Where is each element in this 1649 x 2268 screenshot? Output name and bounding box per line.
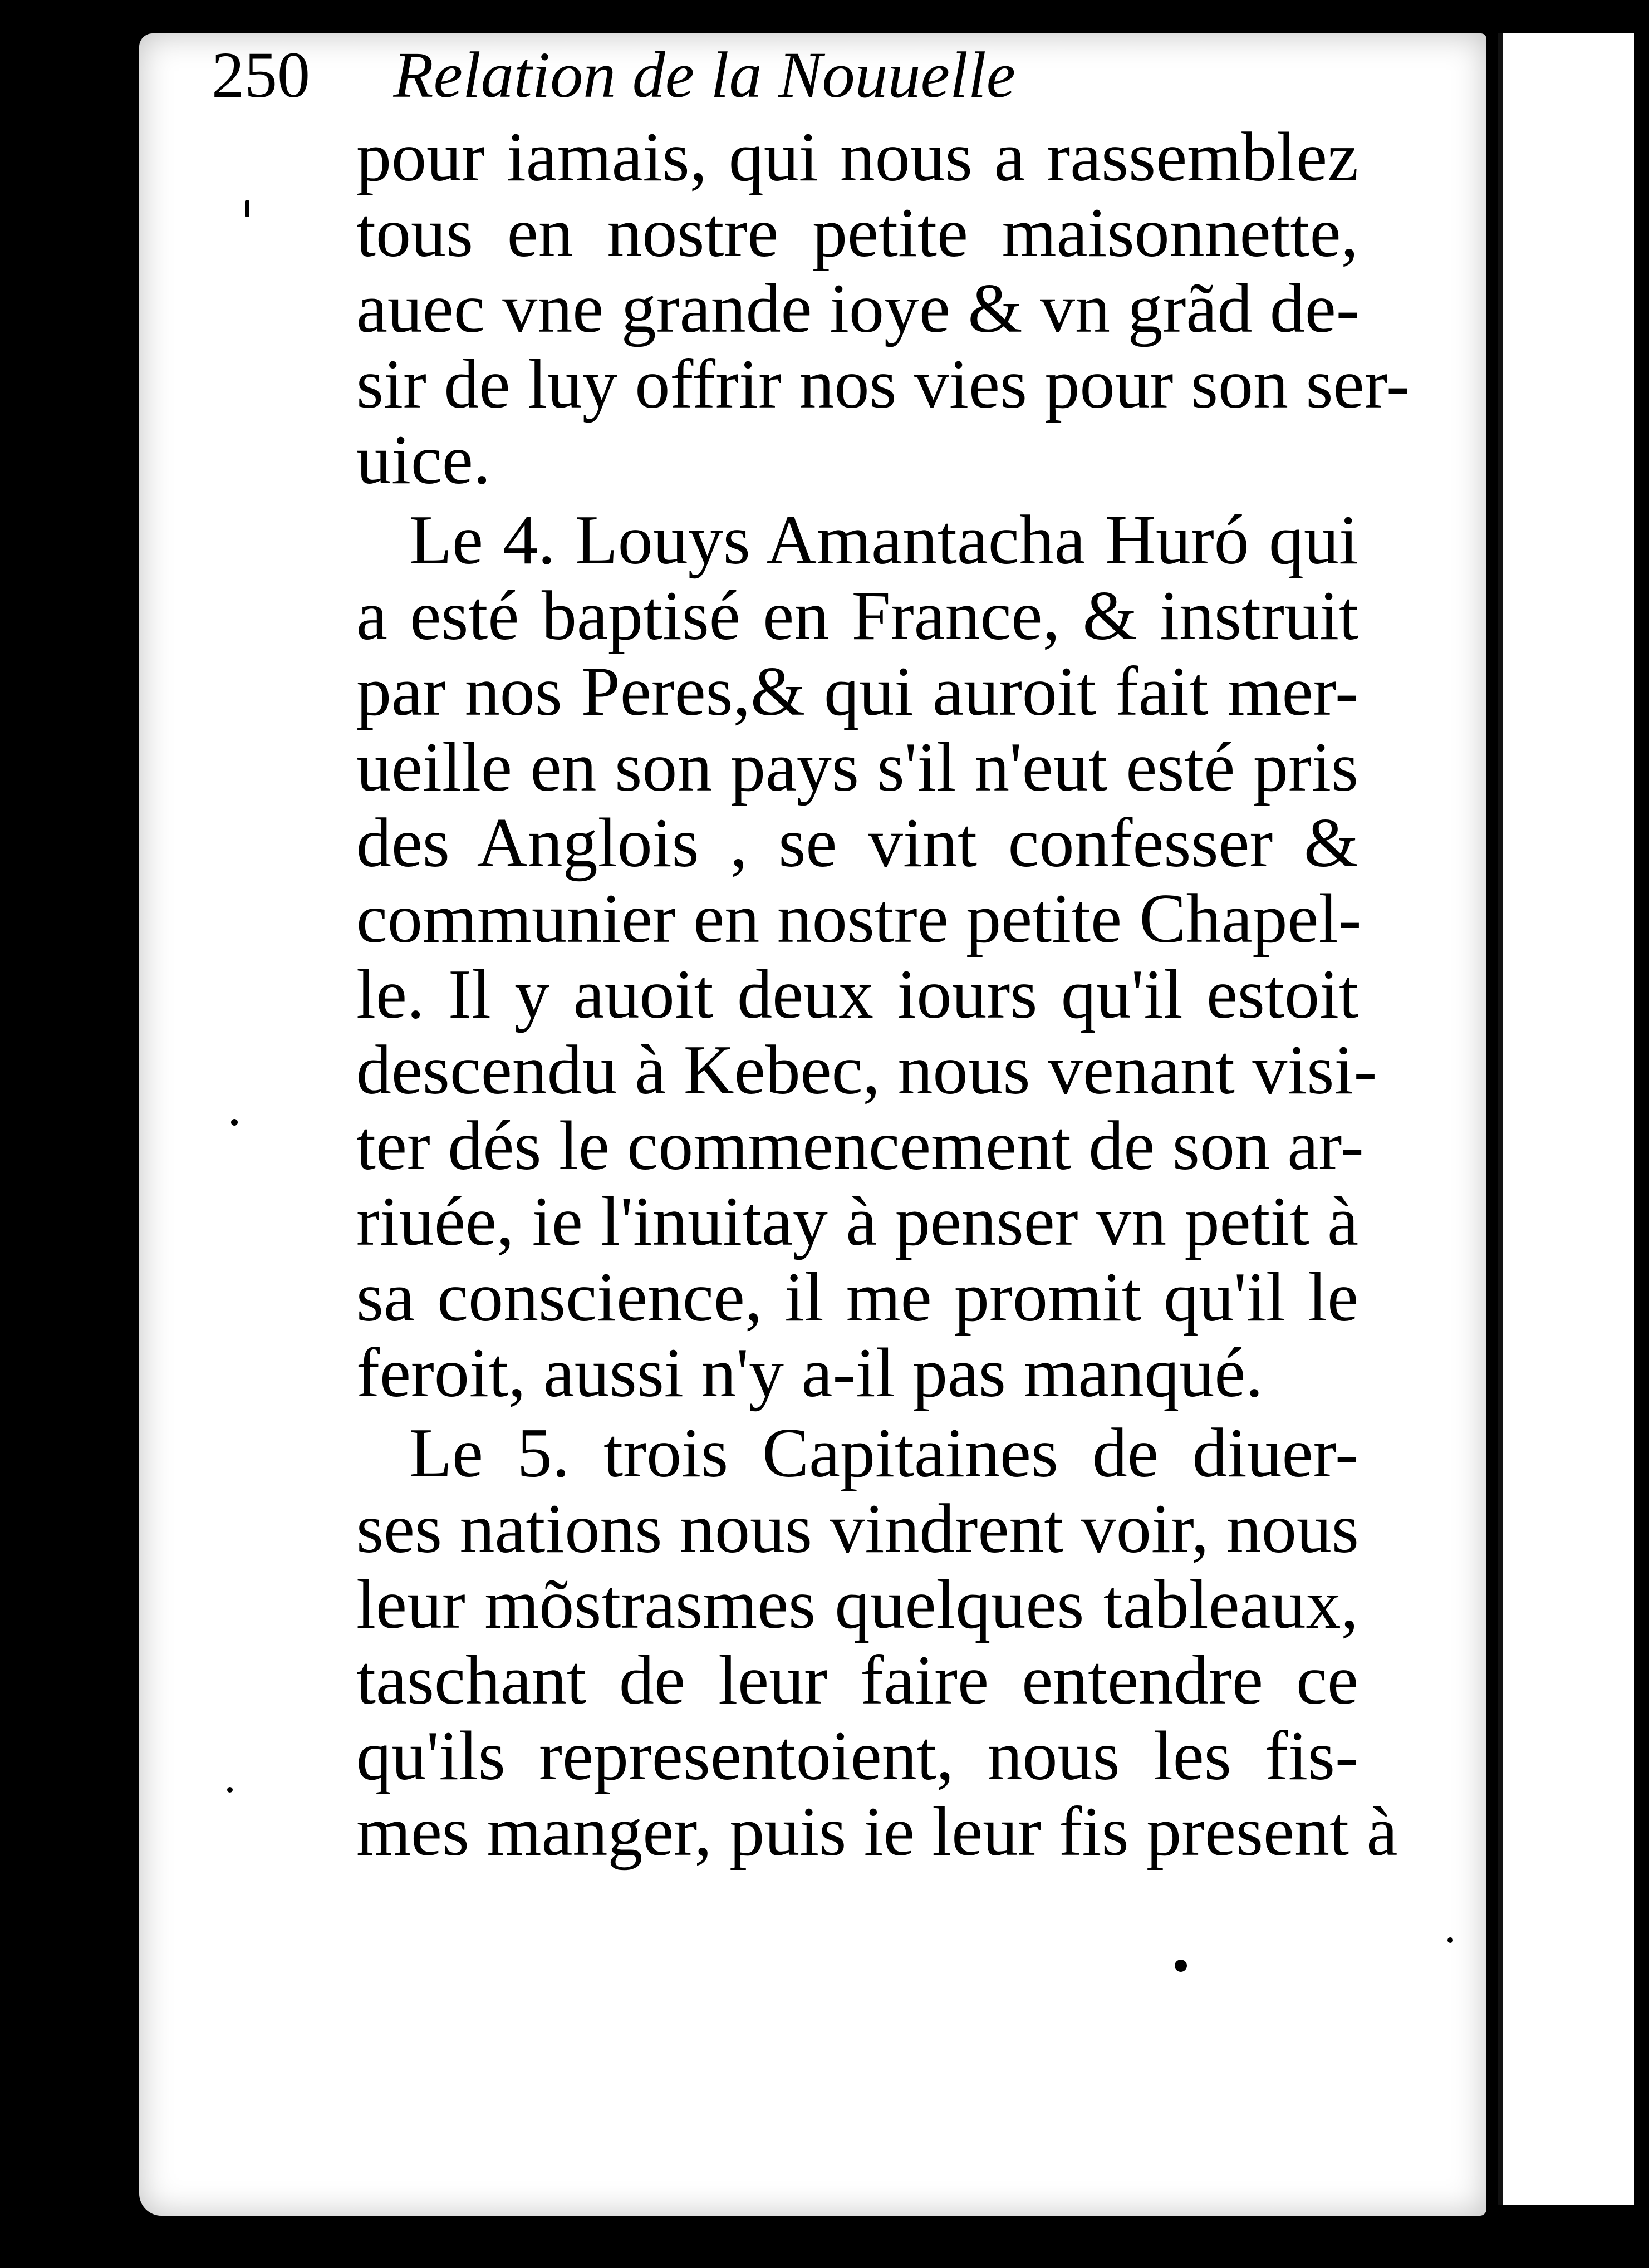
- text-line: ses nations nous vindrent voir, nous: [356, 1490, 1359, 1568]
- text-line: le. Il y auoit deux iours qu'il estoit: [356, 956, 1358, 1033]
- scan-speck: [245, 200, 249, 217]
- text-line: uice.: [356, 421, 491, 499]
- text-line: tous en nostre petite maisonnette,: [356, 194, 1358, 272]
- text-line: Le 5. trois Capitaines de diuer-: [409, 1415, 1358, 1492]
- text-line: feroit, aussi n'y a-il pas manqué.: [356, 1334, 1263, 1412]
- text-line: taschant de leur faire entendre ce: [356, 1642, 1358, 1719]
- text-line: ter dés le commencement de son ar-: [356, 1107, 1364, 1185]
- scan-speck: [227, 1787, 233, 1793]
- text-line: des Anglois , se vint confesser &: [356, 804, 1358, 882]
- page-number: 250: [212, 38, 310, 111]
- scan-speck: [1175, 1960, 1187, 1972]
- text-line: Le 4. Louys Amantacha Huró qui: [409, 502, 1358, 579]
- text-line: qu'ils representoient, nous les fis-: [356, 1717, 1358, 1795]
- text-line: descendu à Kebec, nous venant visi-: [356, 1032, 1377, 1109]
- text-line: sir de luy offrir nos vies pour son ser-: [356, 346, 1410, 423]
- text-line: communier en nostre petite Chapel-: [356, 880, 1362, 958]
- text-line: par nos Peres,& qui auroit fait mer-: [356, 653, 1358, 730]
- text-line: sa conscience, il me promit qu'il le: [356, 1259, 1358, 1336]
- body-text: [356, 119, 1410, 1871]
- running-title: Relation de la Nouuelle: [393, 38, 1015, 111]
- text-line: riuée, ie l'inuitay à penser vn petit à: [356, 1183, 1358, 1260]
- adjacent-page-edge: [1498, 33, 1634, 2205]
- running-head: [212, 33, 1325, 117]
- text-line: mes manger, puis ie leur fis present à: [356, 1793, 1398, 1871]
- scan-speck: [231, 1119, 238, 1126]
- text-line: ueille en son pays s'il n'eut esté pris: [356, 729, 1358, 806]
- text-line: a esté baptisé en France, & instruit: [356, 577, 1358, 655]
- scan-speck: [1447, 1937, 1453, 1943]
- text-line: auec vne grande ioye & vn grãd de-: [356, 270, 1360, 347]
- text-line: leur mõstrasmes quelques tableaux,: [356, 1566, 1358, 1643]
- text-line: pour iamais, qui nous a rassemblez: [356, 119, 1358, 196]
